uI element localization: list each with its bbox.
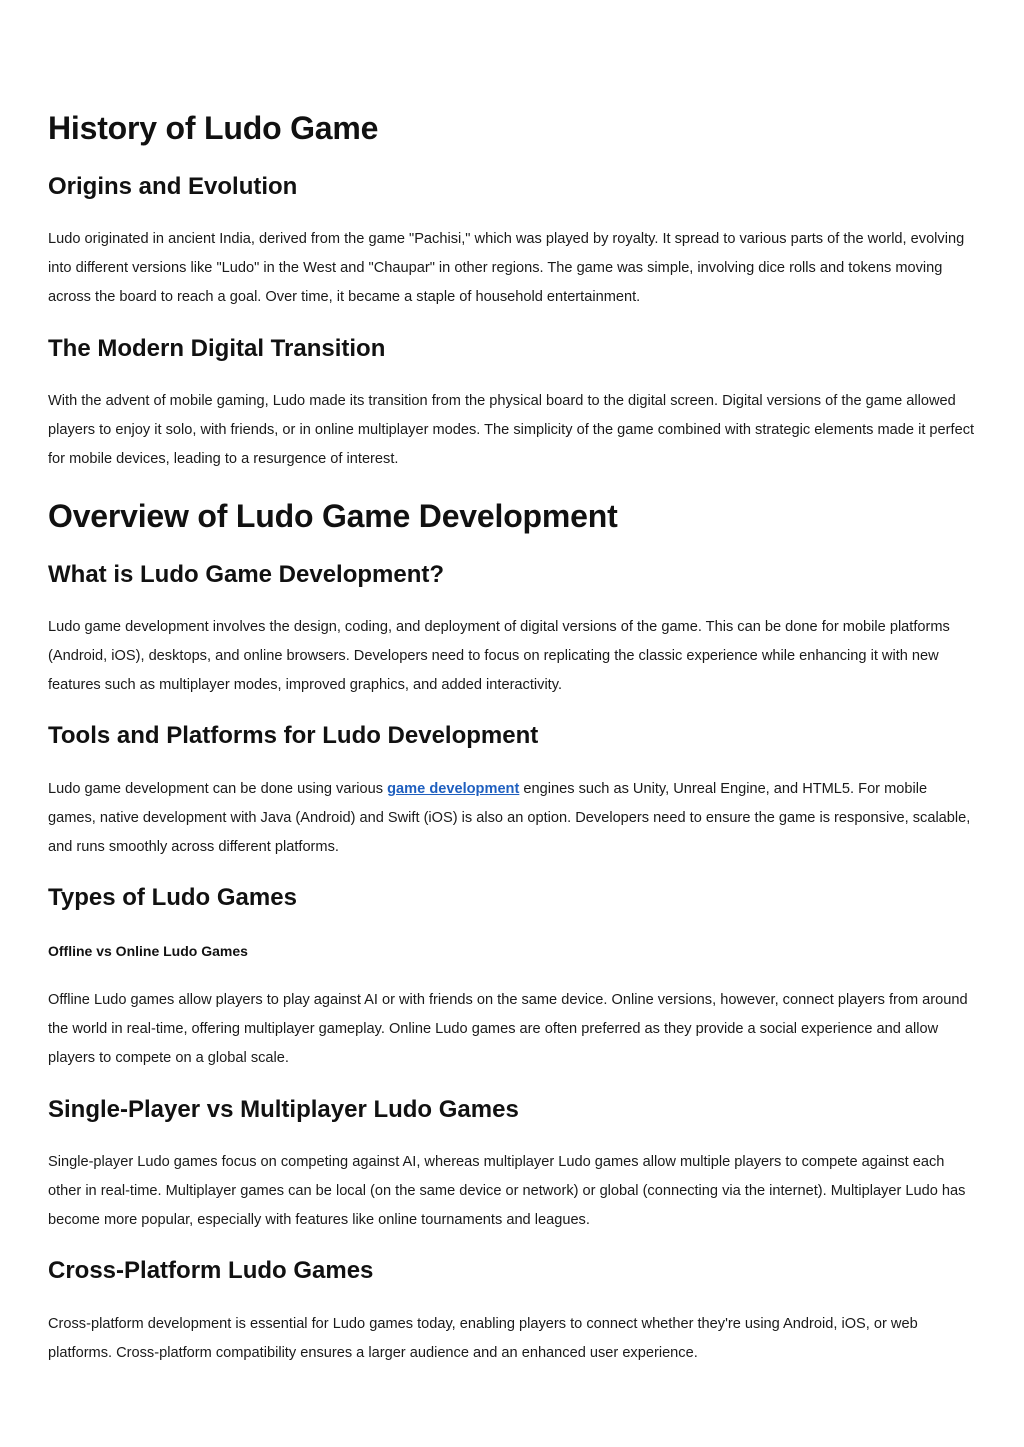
offline-online-subheading: Offline vs Online Ludo Games [48, 943, 248, 959]
tools-text-before: Ludo game development can be done using various [48, 781, 388, 797]
what-is-heading: What is Ludo Game Development? [48, 561, 445, 588]
tools-heading: Tools and Platforms for Ludo Development [48, 722, 539, 749]
cross-platform-paragraph: Cross-platform development is essential for Ludo games today, enabling players to connect whether they're using Android, iOS, or web platforms. Cross-platform compatibility ensures a larger audience and an enhanced user experience. [48, 1316, 918, 1361]
origins-heading: Origins and Evolution [48, 173, 298, 200]
single-multi-paragraph: Single-player Ludo games focus on competing against AI, whereas multiplayer Ludo games allow multiple players to compete against each other in real-time. Multiplayer games can be local (on the same device or network) or global (connecting via the internet). Multiplayer Ludo has become more popular, especially with features like online tournaments and leagues. [48, 1154, 966, 1228]
tools-paragraph [48, 775, 978, 862]
cross-platform-heading: Cross-Platform Ludo Games [48, 1257, 374, 1284]
history-title: History of Ludo Game [48, 110, 379, 146]
what-is-paragraph: Ludo game development involves the design, coding, and deployment of digital versions of the game. This can be done for mobile platforms (Android, iOS), desktops, and online browsers. Developers need to focus on replicating the classic experience while enhancing it with new features such as multiplayer modes, improved graphics, and added interactivity. [48, 619, 950, 693]
overview-title: Overview of Ludo Game Development [48, 498, 618, 534]
origins-paragraph: Ludo originated in ancient India, derived from the game "Pachisi," which was played by royalty. It spread to various parts of the world, evolving into different versions like "Ludo" in the West and "Chaupar" in other regions. The game was simple, involving dice rolls and tokens moving across the board to reach a goal. Over time, it became a staple of household entertainment. [48, 231, 965, 305]
tools-text-after: engines such as Unity, Unreal Engine, and HTML5. For mobile games, native development with Java (Android) and Swift (iOS) is also an option. Developers need to ensure the game is responsive, scalable, and runs smoothly across different platforms. [48, 781, 971, 855]
types-heading: Types of Ludo Games [48, 884, 297, 911]
single-multi-heading: Single-Player vs Multiplayer Ludo Games [48, 1096, 519, 1123]
offline-online-paragraph: Offline Ludo games allow players to play against AI or with friends on the same device. Online versions, however, connect players from around the world in real-time, offering multiplayer gameplay. Online Ludo games are often preferred as they provide a social experience and allow players to compete on a global scale. [48, 992, 968, 1066]
digital-transition-paragraph: With the advent of mobile gaming, Ludo made its transition from the physical board to the digital screen. Digital versions of the game allowed players to enjoy it solo, with friends, or in online multiplayer modes. The simplicity of the game combined with strategic elements made it perfect for mobile devices, leading to a resurgence of interest. [48, 393, 975, 467]
digital-transition-heading: The Modern Digital Transition [48, 335, 386, 362]
game-development-link[interactable]: game development [387, 781, 520, 797]
